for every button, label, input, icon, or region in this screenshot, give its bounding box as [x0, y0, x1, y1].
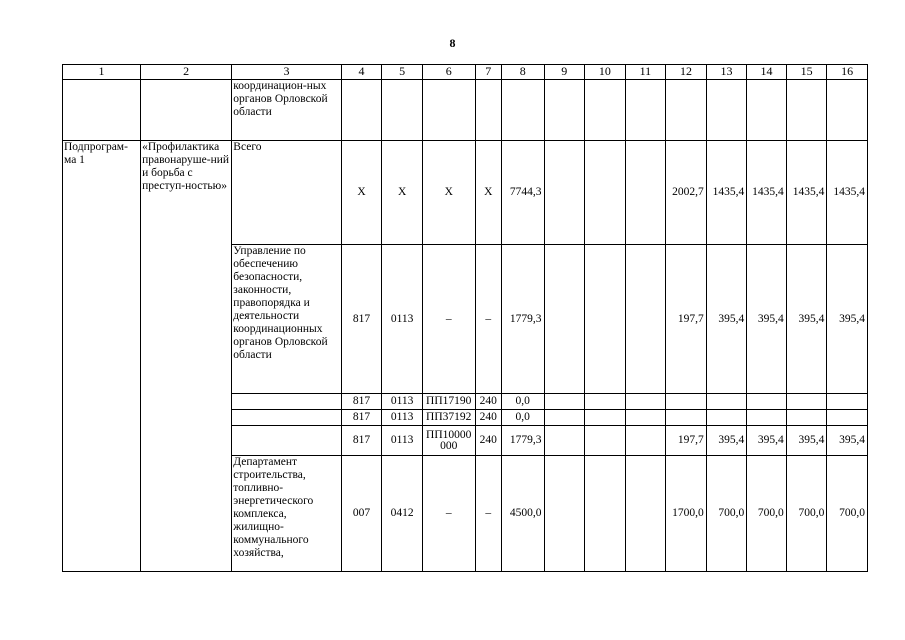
table-cell: 817 [341, 245, 382, 394]
year-value-cell: 1435,4 [747, 141, 787, 245]
table-cell: 007 [341, 456, 382, 572]
table-cell [666, 410, 707, 426]
table-cell: 817 [341, 410, 382, 426]
header-cell: 8 [501, 65, 544, 80]
total-cell: 7744,3 [501, 141, 544, 245]
year-value-cell: 2002,7 [666, 141, 707, 245]
table-cell: 0113 [382, 245, 423, 394]
header-cell: 10 [585, 65, 626, 80]
table-cell [544, 141, 585, 245]
table-cell [382, 80, 423, 141]
year-value-cell: 1435,4 [827, 141, 868, 245]
table-cell: 0113 [382, 426, 423, 456]
page-number: 8 [449, 36, 456, 50]
header-cell: 2 [141, 65, 232, 80]
table-cell [544, 80, 585, 141]
header-cell: 7 [475, 65, 501, 80]
total-cell: 0,0 [501, 410, 544, 426]
header-cell: 12 [666, 65, 707, 80]
table-cell: 240 [475, 394, 501, 410]
table-cell [747, 410, 787, 426]
recipient-cell: Всего [232, 141, 341, 245]
table-cell [585, 426, 626, 456]
table-cell [585, 456, 626, 572]
table-cell [585, 394, 626, 410]
table-row [63, 141, 868, 245]
table-cell [625, 80, 666, 141]
table-cell [706, 394, 747, 410]
table-cell [422, 80, 475, 141]
recipient-cell: координацион-ных органов Орловской области [232, 80, 341, 141]
year-value-cell: 700,0 [747, 456, 787, 572]
table-cell [232, 426, 341, 456]
table-cell [544, 426, 585, 456]
recipient-cell: Департамент строительства, топливно-энергетического комплекса, жилищно-коммунального хозяйства, [232, 456, 341, 572]
header-cell: 5 [382, 65, 423, 80]
table-cell: – [475, 456, 501, 572]
header-cell: 1 [63, 65, 141, 80]
table-cell: – [422, 456, 475, 572]
header-cell: 11 [625, 65, 666, 80]
table-row [63, 80, 868, 141]
table-cell [501, 80, 544, 141]
year-value-cell: 395,4 [706, 426, 747, 456]
year-value-cell: 197,7 [666, 245, 707, 394]
table-cell [625, 141, 666, 245]
year-value-cell: 700,0 [786, 456, 827, 572]
table-cell [625, 456, 666, 572]
total-cell: 1779,3 [501, 426, 544, 456]
total-cell: 0,0 [501, 394, 544, 410]
table-cell: 817 [341, 394, 382, 410]
table-cell: 0113 [382, 410, 423, 426]
header-cell: 3 [232, 65, 341, 80]
table-cell [544, 456, 585, 572]
header-cell: 9 [544, 65, 585, 80]
table-cell: 0113 [382, 394, 423, 410]
table-cell [786, 410, 827, 426]
table-cell: Х [475, 141, 501, 245]
table-cell [747, 394, 787, 410]
table-cell: 240 [475, 410, 501, 426]
table-cell: 817 [341, 426, 382, 456]
year-value-cell: 197,7 [666, 426, 707, 456]
header-cell: 14 [747, 65, 787, 80]
table-cell [585, 80, 626, 141]
table-cell [706, 80, 747, 141]
budget-table [62, 64, 868, 572]
year-value-cell: 395,4 [827, 426, 868, 456]
table-cell [625, 245, 666, 394]
header-row [63, 65, 868, 80]
table-cell [786, 80, 827, 141]
table-cell [341, 80, 382, 141]
table-cell [625, 394, 666, 410]
year-value-cell: 395,4 [786, 426, 827, 456]
header-cell: 4 [341, 65, 382, 80]
recipient-cell: Управление по обеспечению безопасности, законности, правопорядка и деятельности координационных органов Орловской области [232, 245, 341, 394]
table-cell [666, 394, 707, 410]
year-value-cell: 1435,4 [786, 141, 827, 245]
table-cell [585, 245, 626, 394]
table-cell [141, 80, 232, 141]
program-cell: Подпрограм-ма 1 [63, 141, 141, 572]
year-value-cell: 700,0 [706, 456, 747, 572]
year-value-cell: 395,4 [706, 245, 747, 394]
table-cell [625, 410, 666, 426]
year-value-cell: 1700,0 [666, 456, 707, 572]
year-value-cell: 395,4 [747, 245, 787, 394]
header-cell: 16 [827, 65, 868, 80]
table-cell [786, 394, 827, 410]
year-value-cell: 700,0 [827, 456, 868, 572]
table-cell [544, 245, 585, 394]
table-cell: Х [422, 141, 475, 245]
table-cell: Х [382, 141, 423, 245]
table-cell [63, 80, 141, 141]
table-cell [232, 394, 341, 410]
table-cell [827, 394, 868, 410]
year-value-cell: 395,4 [747, 426, 787, 456]
table-cell [232, 410, 341, 426]
table-cell [625, 426, 666, 456]
total-cell: 1779,3 [501, 245, 544, 394]
total-cell: 4500,0 [501, 456, 544, 572]
table-cell: ПП10000 000 [422, 426, 475, 456]
table-cell: 240 [475, 426, 501, 456]
table-cell: ПП37192 [422, 410, 475, 426]
table-cell [747, 80, 787, 141]
year-value-cell: 395,4 [786, 245, 827, 394]
table-cell: 0412 [382, 456, 423, 572]
table-cell [827, 410, 868, 426]
table-cell [827, 80, 868, 141]
table-cell [585, 141, 626, 245]
header-cell: 15 [786, 65, 827, 80]
table-cell [475, 80, 501, 141]
year-value-cell: 395,4 [827, 245, 868, 394]
header-cell: 13 [706, 65, 747, 80]
table-cell [706, 410, 747, 426]
table-cell [544, 410, 585, 426]
table-cell: Х [341, 141, 382, 245]
table-cell: ПП17190 [422, 394, 475, 410]
program-name-cell: «Профилактика правонаруше-ний и борьба с преступ-ностью» [141, 141, 232, 572]
table-cell: – [422, 245, 475, 394]
table-cell: – [475, 245, 501, 394]
table-cell [544, 394, 585, 410]
table-cell [666, 80, 707, 141]
header-cell: 6 [422, 65, 475, 80]
table-cell [585, 410, 626, 426]
year-value-cell: 1435,4 [706, 141, 747, 245]
